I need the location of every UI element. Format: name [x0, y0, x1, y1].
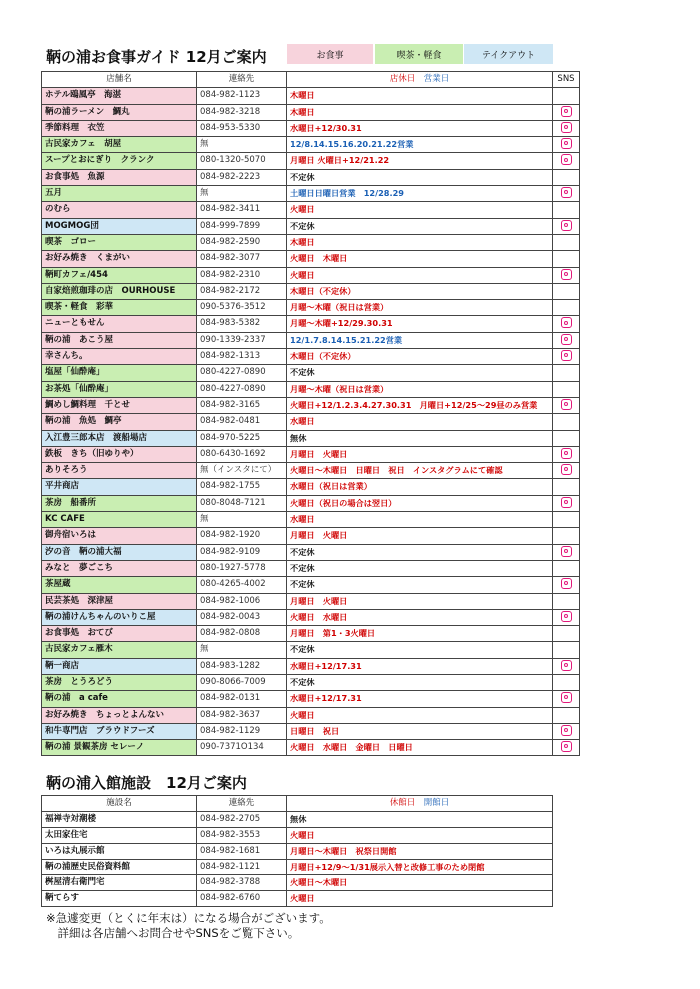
shop-phone: 084-982-2172	[197, 283, 287, 299]
table-row	[42, 267, 580, 283]
shop-name: お好み焼き ちょっとよんない	[42, 707, 197, 723]
shop-status: 不定休	[287, 169, 553, 185]
shop-phone: 084-983-1282	[197, 658, 287, 674]
facility-phone: 084-982-1681	[197, 843, 287, 859]
shop-name: お食事処 魚源	[42, 169, 197, 185]
instagram-icon[interactable]	[561, 692, 572, 703]
table-row	[42, 544, 580, 560]
shop-phone: 084-982-3218	[197, 104, 287, 120]
header-status	[287, 72, 553, 88]
shop-phone: 084-982-9109	[197, 544, 287, 560]
shop-phone: 080-4227-0890	[197, 381, 287, 397]
table-row	[42, 120, 580, 136]
table-row	[42, 169, 580, 185]
sns-cell	[553, 723, 580, 739]
instagram-icon[interactable]	[561, 546, 572, 557]
facility-header-status	[287, 796, 553, 812]
note-line-2: 詳細は各店舗へお問合せやSNSをご覧下さい。	[46, 926, 300, 940]
table-row	[42, 414, 580, 430]
shop-phone: 080-1320-5070	[197, 153, 287, 169]
facility-name: 福禅寺対潮楼	[42, 812, 197, 828]
sns-cell	[553, 283, 580, 299]
shop-name: 茶房 船番所	[42, 495, 197, 511]
facility-status: 火曜日	[287, 891, 553, 907]
shop-name: ありそろう	[42, 463, 197, 479]
shop-phone: 084-953-5330	[197, 120, 287, 136]
sns-cell	[553, 560, 580, 576]
facility-status: 火曜日	[287, 828, 553, 844]
sns-cell	[553, 609, 580, 625]
sns-cell	[553, 479, 580, 495]
sns-cell	[553, 120, 580, 136]
facility-name: 鞆てらす	[42, 891, 197, 907]
sns-cell	[553, 267, 580, 283]
shop-name: お茶処「仙酔庵」	[42, 381, 197, 397]
shop-phone: 084-999-7899	[197, 218, 287, 234]
shop-name: お食事処 おてび	[42, 626, 197, 642]
sns-cell	[553, 332, 580, 348]
header-phone: 連絡先	[197, 72, 287, 88]
facility-phone: 084-982-3788	[197, 875, 287, 891]
shop-status: 木曜日	[287, 104, 553, 120]
shop-phone: 無	[197, 512, 287, 528]
sns-cell	[553, 414, 580, 430]
table-row	[42, 104, 580, 120]
shop-status: 月曜～木曜（祝日は営業）	[287, 300, 553, 316]
shop-status: 火曜日	[287, 707, 553, 723]
sns-cell	[553, 626, 580, 642]
facility-status: 月曜日～木曜日 祝祭日開館	[287, 843, 553, 859]
table-row	[42, 691, 580, 707]
facility-phone: 084-982-1121	[197, 859, 287, 875]
shop-status: 月曜～木曜+12/29.30.31	[287, 316, 553, 332]
shop-status: 不定休	[287, 642, 553, 658]
instagram-icon[interactable]	[561, 187, 572, 198]
table-row	[42, 349, 580, 365]
instagram-icon[interactable]	[561, 578, 572, 589]
table-row	[42, 202, 580, 218]
shop-name: 鉄板 きち（旧ゆりや）	[42, 446, 197, 462]
table-row	[42, 891, 553, 907]
shop-name: 鞆の浦 魚処 鯛亭	[42, 414, 197, 430]
sns-cell	[553, 153, 580, 169]
table-row	[42, 479, 580, 495]
restaurant-table	[41, 71, 580, 756]
sns-cell	[553, 316, 580, 332]
shop-name: のむら	[42, 202, 197, 218]
table-row	[42, 843, 553, 859]
sns-cell	[553, 137, 580, 153]
table-row	[42, 430, 580, 446]
shop-status: 木曜日	[287, 88, 553, 104]
table-row	[42, 495, 580, 511]
shop-phone: 084-982-3637	[197, 707, 287, 723]
shop-status: 火曜日+12/1.2.3.4.27.30.31 月曜日+12/25～29昼のみ営業	[287, 397, 553, 413]
shop-phone: 084-982-3165	[197, 397, 287, 413]
shop-status: 不定休	[287, 674, 553, 690]
sns-cell	[553, 446, 580, 462]
shop-name: 入江豊三郎本店 渡船場店	[42, 430, 197, 446]
table-row	[42, 446, 580, 462]
shop-status: 月曜～木曜（祝日は営業）	[287, 381, 553, 397]
sns-cell	[553, 593, 580, 609]
table-row	[42, 512, 580, 528]
shop-status: 不定休	[287, 218, 553, 234]
table-row	[42, 674, 580, 690]
table-row	[42, 875, 553, 891]
shop-phone: 090-7371O134	[197, 740, 287, 756]
sns-cell	[553, 381, 580, 397]
shop-phone: 無（インスタにて）	[197, 463, 287, 479]
instagram-icon[interactable]	[561, 154, 572, 165]
shop-phone: 084-982-0043	[197, 609, 287, 625]
shop-phone: 無	[197, 186, 287, 202]
shop-name: ホテル鴎風亭 海湛	[42, 88, 197, 104]
table-row	[42, 316, 580, 332]
shop-phone: 090-5376-3512	[197, 300, 287, 316]
table-row	[42, 283, 580, 299]
sns-cell	[553, 88, 580, 104]
shop-name: 鞆の浦 あこう屋	[42, 332, 197, 348]
shop-name: 平井商店	[42, 479, 197, 495]
shop-phone: 084-982-1123	[197, 88, 287, 104]
shop-phone: 084-982-1313	[197, 349, 287, 365]
shop-name: 汐の音 鞆の浦大福	[42, 544, 197, 560]
shop-phone: 090-8066-7009	[197, 674, 287, 690]
shop-status: 不定休	[287, 560, 553, 576]
header-sns: SNS	[553, 72, 580, 88]
header-open: 営業日	[423, 74, 450, 84]
shop-status: 月曜日 火曜日	[287, 446, 553, 462]
facility-phone: 084-982-3553	[197, 828, 287, 844]
table-row	[42, 234, 580, 250]
sns-cell	[553, 740, 580, 756]
facility-header-name: 施設名	[42, 796, 197, 812]
instagram-icon[interactable]	[561, 220, 572, 231]
shop-name: 喫茶・軽食 彩華	[42, 300, 197, 316]
shop-name: 茶房 とうろどう	[42, 674, 197, 690]
instagram-icon[interactable]	[561, 725, 572, 736]
instagram-icon[interactable]	[561, 464, 572, 475]
table-row	[42, 812, 553, 828]
facility-header-row	[42, 796, 553, 812]
table-row	[42, 186, 580, 202]
shop-name: 民芸茶処 深津屋	[42, 593, 197, 609]
table-row	[42, 251, 580, 267]
shop-name: お好み焼き くまがい	[42, 251, 197, 267]
shop-phone: 084-982-0131	[197, 691, 287, 707]
shop-status: 12/8.14.15.16.20.21.22営業	[287, 137, 553, 153]
instagram-icon[interactable]	[561, 317, 572, 328]
table-header-row	[42, 72, 580, 88]
table-row	[42, 300, 580, 316]
shop-phone: 無	[197, 137, 287, 153]
table-row	[42, 707, 580, 723]
shop-status: 木曜日（不定休）	[287, 349, 553, 365]
table-row	[42, 658, 580, 674]
shop-name: 鞆町カフェ/454	[42, 267, 197, 283]
sns-cell	[553, 202, 580, 218]
shop-name: 自家焙煎珈琲の店 OURHOUSE	[42, 283, 197, 299]
note-line-1: ※急遽変更（とくに年末は）になる場合がございます。	[46, 911, 331, 925]
instagram-icon[interactable]	[561, 741, 572, 752]
facility-name: いろは丸展示館	[42, 843, 197, 859]
instagram-icon[interactable]	[561, 611, 572, 622]
sns-cell	[553, 234, 580, 250]
table-row	[42, 88, 580, 104]
facility-status: 火曜日～木曜日	[287, 875, 553, 891]
shop-name: MOGMOG団	[42, 218, 197, 234]
shop-status: 月曜日 第1・3火曜日	[287, 626, 553, 642]
table-row	[42, 577, 580, 593]
shop-phone: 084-970-5225	[197, 430, 287, 446]
shop-status: 水曜日+12/30.31	[287, 120, 553, 136]
shop-name: 塩屋「仙酔庵」	[42, 365, 197, 381]
shop-name: 喫茶 ゴロー	[42, 234, 197, 250]
shop-name: 鯛めし鯛料理 千とせ	[42, 397, 197, 413]
legend-item: テイクアウト	[464, 44, 553, 64]
table-row	[42, 332, 580, 348]
table-row	[42, 609, 580, 625]
shop-status: 不定休	[287, 365, 553, 381]
sns-cell	[553, 544, 580, 560]
table-row	[42, 381, 580, 397]
shop-status: 火曜日 水曜日 金曜日 日曜日	[287, 740, 553, 756]
shop-status: 不定休	[287, 544, 553, 560]
sns-cell	[553, 707, 580, 723]
shop-name: 茶屋蔵	[42, 577, 197, 593]
shop-status: 火曜日（祝日の場合は翌日）	[287, 495, 553, 511]
sns-cell	[553, 463, 580, 479]
shop-name: 鞆の浦ラーメン 鯛丸	[42, 104, 197, 120]
shop-phone: 084-982-1755	[197, 479, 287, 495]
shop-phone: 084-982-3077	[197, 251, 287, 267]
shop-phone: 084-982-2223	[197, 169, 287, 185]
shop-status: 水曜日+12/17.31	[287, 658, 553, 674]
header-name: 店舗名	[42, 72, 197, 88]
shop-name: 鞆の浦 a cafe	[42, 691, 197, 707]
table-row	[42, 723, 580, 739]
facility-header-phone: 連絡先	[197, 796, 287, 812]
shop-name: 五月	[42, 186, 197, 202]
shop-phone: 090-1339-2337	[197, 332, 287, 348]
shop-phone: 084-982-1006	[197, 593, 287, 609]
instagram-icon[interactable]	[561, 334, 572, 345]
facility-status: 月曜日+12/9～1/31展示入替と改修工事のため閉館	[287, 859, 553, 875]
table-row	[42, 828, 553, 844]
sns-cell	[553, 349, 580, 365]
shop-name: 御舟宿いろは	[42, 528, 197, 544]
shop-name: 和牛専門店 ブラウドフーズ	[42, 723, 197, 739]
sns-cell	[553, 658, 580, 674]
table-row	[42, 218, 580, 234]
facility-name: 桝屋清右衛門宅	[42, 875, 197, 891]
instagram-icon[interactable]	[561, 350, 572, 361]
facility-name: 鞆の浦歴史民俗資料館	[42, 859, 197, 875]
sns-cell	[553, 300, 580, 316]
guide-title: 鞆の浦お食事ガイド 12月ご案内	[46, 48, 267, 66]
shop-status: 木曜日	[287, 234, 553, 250]
sns-cell	[553, 104, 580, 120]
shop-status: 12/1.7.8.14.15.21.22営業	[287, 332, 553, 348]
sns-cell	[553, 365, 580, 381]
shop-phone: 無	[197, 642, 287, 658]
facility-header-open: 開館日	[423, 798, 450, 808]
shop-name: 鞆の浦 景観茶房 セレーノ	[42, 740, 197, 756]
facility-name: 太田家住宅	[42, 828, 197, 844]
shop-status: 月曜日 火曜日	[287, 593, 553, 609]
shop-status: 火曜日	[287, 267, 553, 283]
shop-name: みなと 夢ごこち	[42, 560, 197, 576]
sns-cell	[553, 674, 580, 690]
sns-cell	[553, 642, 580, 658]
shop-name: KC CAFE	[42, 512, 197, 528]
shop-phone: 084-983-5382	[197, 316, 287, 332]
shop-name: 幸さんち。	[42, 349, 197, 365]
shop-phone: 084-982-2590	[197, 234, 287, 250]
instagram-icon[interactable]	[561, 660, 572, 671]
shop-phone: 084-982-0481	[197, 414, 287, 430]
shop-name: スープとおにぎり クランク	[42, 153, 197, 169]
table-row	[42, 528, 580, 544]
shop-status: 土曜日日曜日営業 12/28.29	[287, 186, 553, 202]
header-closed: 店休日	[389, 74, 416, 84]
facility-table	[41, 795, 553, 907]
shop-status: 無休	[287, 430, 553, 446]
sns-cell	[553, 397, 580, 413]
sns-cell	[553, 528, 580, 544]
sns-cell	[553, 495, 580, 511]
shop-phone: 080-4227-0890	[197, 365, 287, 381]
shop-status: 月曜日 火曜日	[287, 528, 553, 544]
table-row	[42, 626, 580, 642]
sns-cell	[553, 251, 580, 267]
sns-cell	[553, 577, 580, 593]
facility-status: 無休	[287, 812, 553, 828]
shop-status: 不定休	[287, 577, 553, 593]
instagram-icon[interactable]	[561, 497, 572, 508]
shop-phone: 084-982-1920	[197, 528, 287, 544]
shop-phone: 084-982-2310	[197, 267, 287, 283]
shop-name: 古民家カフェ雁木	[42, 642, 197, 658]
shop-name: 古民家カフェ 胡屋	[42, 137, 197, 153]
table-row	[42, 740, 580, 756]
sns-cell	[553, 430, 580, 446]
shop-name: 鞆の浦けんちゃんのいりこ屋	[42, 609, 197, 625]
shop-status: 水曜日+12/17.31	[287, 691, 553, 707]
table-row	[42, 859, 553, 875]
table-row	[42, 642, 580, 658]
sns-cell	[553, 218, 580, 234]
shop-name: ニューともせん	[42, 316, 197, 332]
shop-phone: 084-982-3411	[197, 202, 287, 218]
shop-phone: 084-982-1129	[197, 723, 287, 739]
facility-phone: 084-982-6760	[197, 891, 287, 907]
shop-status: 火曜日 木曜日	[287, 251, 553, 267]
sns-cell	[553, 691, 580, 707]
shop-status: 水曜日	[287, 512, 553, 528]
instagram-icon[interactable]	[561, 138, 572, 149]
table-row	[42, 593, 580, 609]
shop-status: 火曜日～木曜日 日曜日 祝日 インスタグラムにて確認	[287, 463, 553, 479]
instagram-icon[interactable]	[561, 448, 572, 459]
legend-item: お食事	[287, 44, 373, 64]
table-row	[42, 137, 580, 153]
shop-phone: 080-6430-1692	[197, 446, 287, 462]
sns-cell	[553, 186, 580, 202]
facilities-title: 鞆の浦入館施設 12月ご案内	[46, 774, 247, 792]
table-row	[42, 397, 580, 413]
shop-phone: 080-1927-5778	[197, 560, 287, 576]
shop-status: 水曜日（祝日は営業）	[287, 479, 553, 495]
sns-cell	[553, 169, 580, 185]
shop-status: 月曜日 火曜日+12/21.22	[287, 153, 553, 169]
sns-cell	[553, 512, 580, 528]
shop-name: 鞆一商店	[42, 658, 197, 674]
facility-phone: 084-982-2705	[197, 812, 287, 828]
shop-status: 火曜日	[287, 202, 553, 218]
shop-phone: 084-982-0808	[197, 626, 287, 642]
table-row	[42, 463, 580, 479]
instagram-icon[interactable]	[561, 106, 572, 117]
shop-phone: 080-8048-7121	[197, 495, 287, 511]
shop-status: 木曜日（不定休）	[287, 283, 553, 299]
table-row	[42, 153, 580, 169]
table-row	[42, 365, 580, 381]
shop-status: 火曜日 水曜日	[287, 609, 553, 625]
shop-name: 季節料理 衣笠	[42, 120, 197, 136]
table-row	[42, 560, 580, 576]
instagram-icon[interactable]	[561, 269, 572, 280]
facility-header-closed: 休館日	[389, 798, 416, 808]
shop-status: 日曜日 祝日	[287, 723, 553, 739]
legend-item: 喫茶・軽食	[375, 44, 463, 64]
instagram-icon[interactable]	[561, 122, 572, 133]
instagram-icon[interactable]	[561, 399, 572, 410]
shop-phone: 080-4265-4002	[197, 577, 287, 593]
shop-status: 水曜日	[287, 414, 553, 430]
